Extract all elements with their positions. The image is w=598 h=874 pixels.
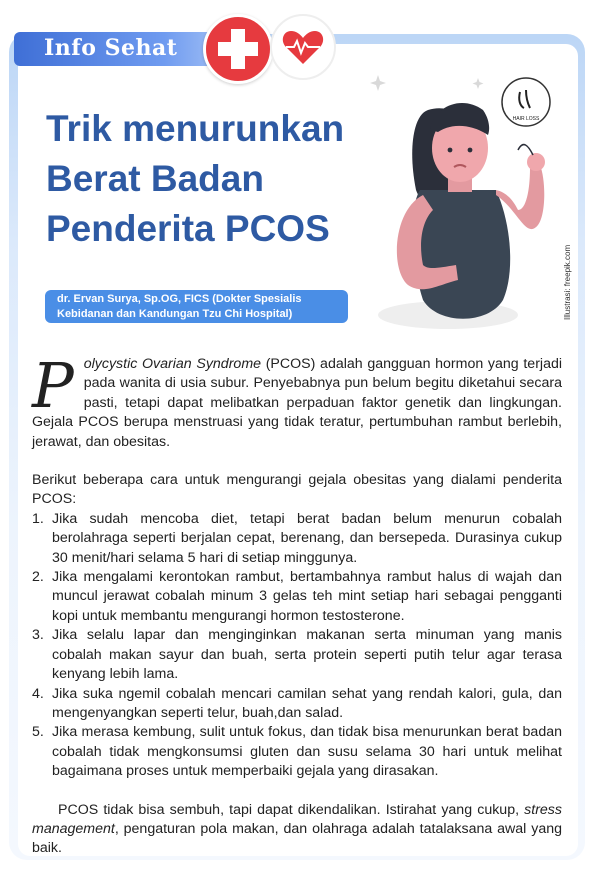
list-item <box>32 723 562 781</box>
heartbeat-heart-icon <box>270 14 336 80</box>
list-item <box>32 626 562 684</box>
woman-illustration <box>368 70 568 340</box>
list-item-number: 1. <box>32 510 44 527</box>
title-line: Trik menurunkan <box>46 108 345 149</box>
list-item-number: 4. <box>32 685 44 702</box>
closing-paragraph <box>32 801 562 859</box>
intro-text: (PCOS) adalah gangguan hormon yang terjadi pada wanita di usia subur. Penyebabnya pun belum begitu diketahui secara pasti, tetapi dapat melibatkan perpaduan faktor genetik dan lingkungan. Gejala PCOS berupa menstruasi yang tidak teratur, pertumbuhan rambut berlebih, jerawat, dan obesitas. <box>32 356 563 450</box>
list-item-number: 5. <box>32 724 44 741</box>
title-line: Berat Badan <box>46 158 264 199</box>
closing-text: PCOS tidak bisa sembuh, tapi dapat dikendalikan. Istirahat yang cukup, <box>58 801 525 818</box>
author-line: dr. Ervan Surya, Sp.OG, FICS (Dokter Spesialis <box>57 293 302 305</box>
illustration-credit: Illustrasi: freepik.com <box>563 244 572 320</box>
medical-cross-icon <box>203 14 273 84</box>
list-item-text: Jika mengalami kerontokan rambut, bertambahnya rambut halus di wajah dan muncul jerawat cobalah minum 3 gelas teh mint setiap hari sebagai pengganti kopi untuk membantu mengurangi hormon testosterone. <box>52 569 562 624</box>
list-item-number: 3. <box>32 627 44 644</box>
author-box <box>45 290 348 323</box>
list-item-text: Jika merasa kembung, sulit untuk fokus, dan tidak bisa menurunkan berat badan cobalah tidak mengkonsumsi gluten dan susu selama 30 hari untuk melihat bagaimana proses untuk memperbaiki gejala yang dirasakan. <box>52 724 562 780</box>
list-item <box>32 568 562 626</box>
tips-list <box>32 510 562 782</box>
intro-italic-term: olycystic Ovarian Syndrome <box>83 356 262 372</box>
author-line: Kebidanan dan Kandungan Tzu Chi Hospital) <box>57 308 293 320</box>
list-item-number: 2. <box>32 569 44 586</box>
list-item-text: Jika sudah mencoba diet, tetapi berat badan belum menurun cobalah berolahraga seperti berjalan cepat, berenang, dan bersepeda. Durasinya cukup 30 menit/hari selama 5 hari di setiap minggunya. <box>52 510 562 566</box>
title-line: Penderita PCOS <box>46 208 330 249</box>
intro-paragraph <box>32 349 563 452</box>
list-item-text: Jika selalu lapar dan menginginkan makanan serta minuman yang manis cobalah makan sayur dan buah, serta protein seperti putih telur agar terasa kenyang lebih lama. <box>52 627 562 683</box>
list-item-text: Jika suka ngemil cobalah mencari camilan sehat yang rendah kalori, gula, dan mengenyangkan seperti telur, buah,dan salad. <box>52 685 562 721</box>
lead-paragraph: Berikut beberapa cara untuk mengurangi gejala obesitas yang dialami penderita PCOS: <box>32 472 562 508</box>
closing-italic: stress management <box>32 801 562 837</box>
article-title <box>46 104 344 254</box>
hair-loss-badge-label: HAIR LOSS <box>512 116 540 122</box>
list-item <box>32 510 562 568</box>
list-item <box>32 685 562 724</box>
closing-text-end: , pengaturan pola makan, dan olahraga adalah tatalaksana awal yang baik. <box>32 820 562 857</box>
dropcap: P <box>32 349 74 422</box>
section-banner-label: Info Sehat <box>44 35 178 61</box>
article-body <box>32 349 563 859</box>
